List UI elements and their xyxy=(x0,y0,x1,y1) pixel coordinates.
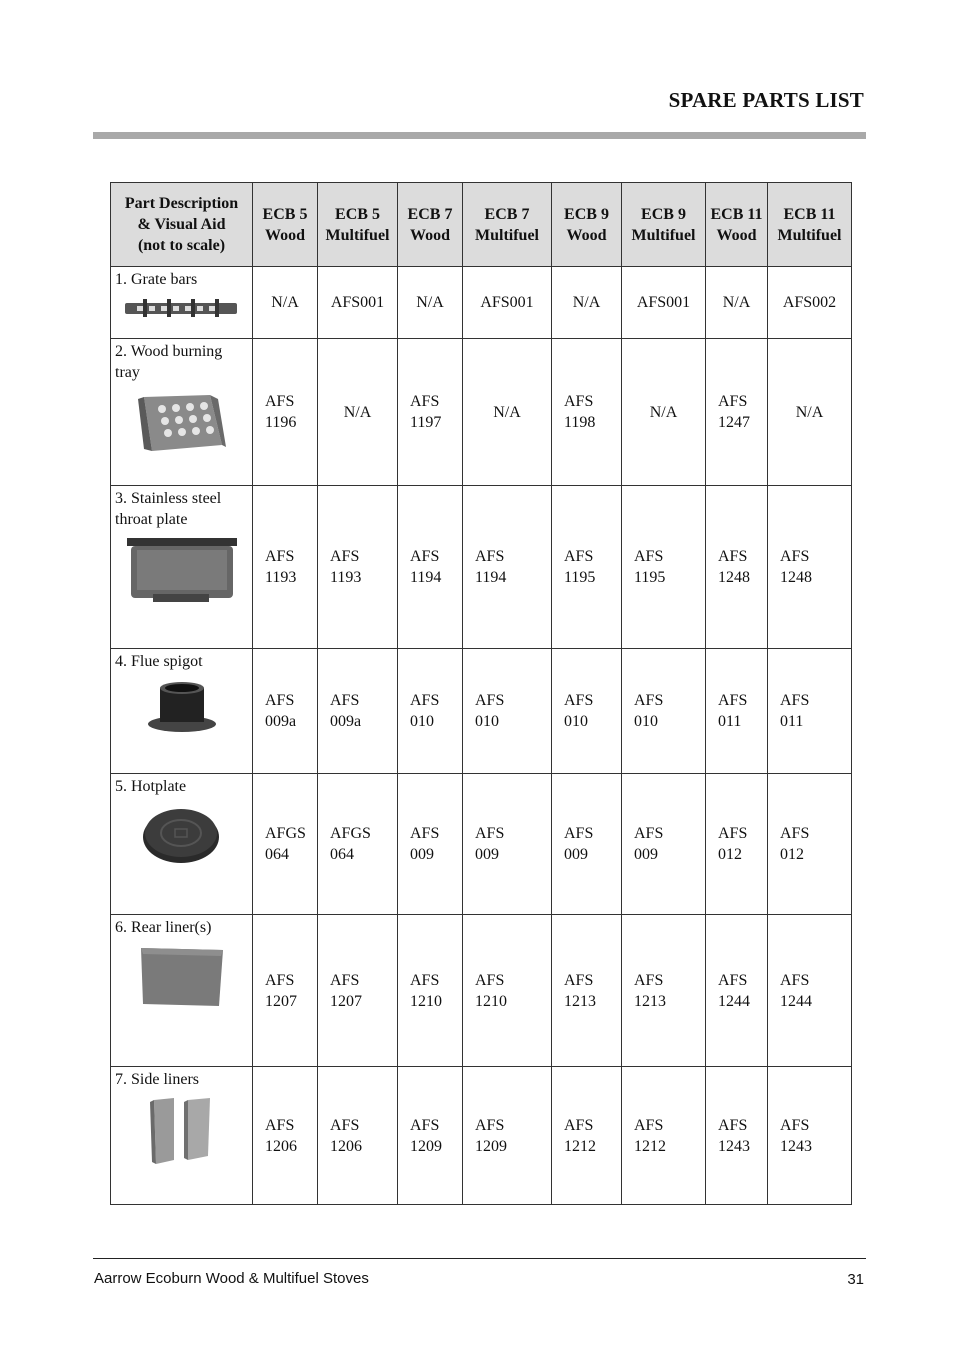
part-name: 5. Hotplate xyxy=(115,778,187,795)
part-code-line: 009a xyxy=(265,713,297,730)
part-code-line: 1213 xyxy=(564,992,596,1010)
header-ecb5-multifuel xyxy=(318,183,398,267)
part-code-line: AFS xyxy=(265,393,295,410)
header-line: Multifuel xyxy=(325,226,390,244)
header-line: Wood xyxy=(566,226,607,244)
part-name: 1. Grate bars xyxy=(115,271,198,288)
footer-document-title: Aarrow Ecoburn Wood & Multifuel Stoves xyxy=(94,1270,369,1287)
part-code-cell xyxy=(318,267,398,339)
flue-spigot-image xyxy=(115,678,248,744)
part-code-line: 1198 xyxy=(564,414,596,431)
part-code-cell xyxy=(398,649,463,774)
part-code-line: AFS xyxy=(718,393,748,410)
part-code-line: 010 xyxy=(564,713,588,730)
part-code-line: N/A xyxy=(795,403,824,421)
header-ecb7-wood xyxy=(398,183,463,267)
part-code-line: 1206 xyxy=(330,1137,362,1155)
part-code-cell xyxy=(768,339,852,486)
part-code-cell xyxy=(463,774,552,915)
part-code-line: 1248 xyxy=(718,569,750,586)
part-code-line: 010 xyxy=(410,713,434,730)
part-code-line: 011 xyxy=(780,713,804,730)
part-code-line: AFS xyxy=(564,1116,594,1134)
part-name: 4. Flue spigot xyxy=(115,653,203,670)
header-line: ECB 5 xyxy=(335,205,380,223)
part-code-line: AFS xyxy=(718,971,748,989)
part-description-cell xyxy=(111,267,253,339)
page-title: SPARE PARTS LIST xyxy=(668,88,864,112)
part-code-line: AFS xyxy=(410,393,440,410)
part-code-line: AFS xyxy=(780,548,810,565)
part-code-cell xyxy=(768,774,852,915)
header-ecb11-multifuel xyxy=(768,183,852,267)
part-code-line: 1244 xyxy=(780,992,812,1010)
part-code-line: N/A xyxy=(649,403,678,421)
part-code-line: AFS xyxy=(475,692,505,709)
part-code-line: AFS xyxy=(564,825,594,842)
part-description-cell xyxy=(111,774,253,915)
part-description-cell xyxy=(111,649,253,774)
part-code-cell xyxy=(253,649,318,774)
part-code-line: N/A xyxy=(493,403,521,421)
header-line: Part Description xyxy=(124,195,239,212)
part-code-line: 1207 xyxy=(265,992,297,1010)
header-line: ECB 9 xyxy=(564,205,609,223)
part-code-line: AFS xyxy=(330,971,360,989)
part-code-line: N/A xyxy=(722,294,751,311)
part-code-line: 012 xyxy=(718,846,742,863)
part-code-cell xyxy=(552,649,622,774)
header-rule xyxy=(93,132,866,139)
table-row xyxy=(111,649,852,774)
part-code-cell xyxy=(463,486,552,649)
part-code-line: 1209 xyxy=(475,1137,507,1155)
part-code-line: 1195 xyxy=(564,569,596,586)
part-description-cell xyxy=(111,1067,253,1205)
header-part-description xyxy=(111,183,253,267)
part-code-cell xyxy=(318,486,398,649)
part-code-line: AFS xyxy=(265,1116,295,1134)
part-code-line: AFS xyxy=(634,971,664,989)
part-name: 6. Rear liner(s) xyxy=(115,919,212,936)
part-code-line: 1194 xyxy=(475,569,507,586)
part-code-line: AFS xyxy=(634,1116,664,1134)
header-ecb9-multifuel xyxy=(622,183,706,267)
part-code-cell xyxy=(622,339,706,486)
part-code-cell xyxy=(622,649,706,774)
header-line: ECB 11 xyxy=(710,205,763,223)
part-code-cell xyxy=(552,339,622,486)
part-code-line: 1209 xyxy=(410,1137,442,1155)
part-description-cell xyxy=(111,339,253,486)
header-line: ECB 7 xyxy=(484,205,530,223)
part-code-line: 1193 xyxy=(330,569,362,586)
part-code-line: AFS xyxy=(410,548,440,565)
part-name: 7. Side liners xyxy=(115,1071,199,1088)
part-code-line: 1244 xyxy=(718,992,750,1010)
part-code-line: AFS002 xyxy=(782,294,837,311)
part-code-line: 1212 xyxy=(634,1137,666,1155)
part-code-line: 009 xyxy=(634,846,658,863)
part-code-cell xyxy=(768,267,852,339)
part-code-cell xyxy=(622,486,706,649)
part-code-cell xyxy=(318,339,398,486)
table-row xyxy=(111,774,852,915)
part-code-line: N/A xyxy=(572,294,601,311)
part-code-cell xyxy=(622,267,706,339)
part-code-cell xyxy=(622,1067,706,1205)
part-code-line: AFS xyxy=(718,1116,748,1134)
part-code-cell xyxy=(552,1067,622,1205)
part-code-cell xyxy=(463,649,552,774)
part-code-line: 1247 xyxy=(718,414,750,431)
part-code-line: 1206 xyxy=(265,1137,297,1155)
table-row xyxy=(111,486,852,649)
part-code-cell xyxy=(398,267,463,339)
part-code-line: AFS xyxy=(265,692,295,709)
part-code-line: 1210 xyxy=(475,992,507,1010)
part-code-cell xyxy=(552,774,622,915)
part-code-line: AFS xyxy=(265,548,295,565)
header-line: Wood xyxy=(409,226,450,244)
part-code-line: 1248 xyxy=(780,569,812,586)
header-line: ECB 9 xyxy=(641,205,686,223)
part-code-line: AFS001 xyxy=(330,294,385,311)
header-line: Wood xyxy=(264,226,305,244)
part-code-cell xyxy=(706,774,768,915)
part-code-line: 064 xyxy=(330,846,354,863)
part-code-line: 009 xyxy=(564,846,588,863)
table-row xyxy=(111,267,852,339)
part-code-line: 064 xyxy=(265,846,289,863)
part-code-line: AFS xyxy=(564,548,594,565)
page-number: 31 xyxy=(847,1271,864,1288)
part-code-line: 009 xyxy=(475,846,499,863)
table-row xyxy=(111,915,852,1067)
part-code-cell xyxy=(318,915,398,1067)
part-code-line: 1213 xyxy=(634,992,666,1010)
part-code-line: AFS xyxy=(475,1116,505,1134)
part-code-cell xyxy=(398,915,463,1067)
header-line: ECB 7 xyxy=(407,205,453,223)
header-line: ECB 11 xyxy=(783,205,836,223)
part-code-cell xyxy=(706,267,768,339)
part-code-line: 1196 xyxy=(265,414,297,431)
header-line: Multifuel xyxy=(777,226,842,244)
part-code-line: AFS xyxy=(634,825,664,842)
part-code-line: AFS xyxy=(265,971,295,989)
part-code-cell xyxy=(463,915,552,1067)
part-code-line: AFS xyxy=(475,548,505,565)
table-header-row xyxy=(111,183,852,267)
grate-bars-image xyxy=(115,296,248,326)
header-ecb5-wood xyxy=(253,183,318,267)
part-code-cell xyxy=(318,774,398,915)
spare-parts-table xyxy=(110,182,852,1205)
table-row xyxy=(111,1067,852,1205)
part-code-cell xyxy=(706,915,768,1067)
part-code-line: 1243 xyxy=(780,1137,812,1155)
part-code-line: N/A xyxy=(416,294,444,311)
part-code-cell xyxy=(463,267,552,339)
part-code-line: AFS xyxy=(330,1116,360,1134)
part-code-line: AFGS xyxy=(265,825,306,842)
part-code-line: 010 xyxy=(475,713,499,730)
header-line: Multifuel xyxy=(475,226,539,244)
part-code-cell xyxy=(253,486,318,649)
part-code-line: AFS xyxy=(564,692,594,709)
part-code-line: 1210 xyxy=(410,992,442,1010)
part-code-line: 1194 xyxy=(410,569,442,586)
header-ecb7-multifuel xyxy=(463,183,552,267)
footer-rule xyxy=(93,1258,866,1259)
part-code-line: AFS xyxy=(718,825,748,842)
part-code-line: 009a xyxy=(330,713,362,730)
header-line: & Visual Aid xyxy=(137,216,226,233)
side-liners-image xyxy=(115,1096,248,1174)
part-code-cell xyxy=(318,1067,398,1205)
part-code-cell xyxy=(768,486,852,649)
part-code-cell xyxy=(552,486,622,649)
part-code-cell xyxy=(768,1067,852,1205)
part-code-cell xyxy=(253,774,318,915)
part-code-cell xyxy=(552,915,622,1067)
part-code-line: 1195 xyxy=(634,569,666,586)
part-code-cell xyxy=(463,339,552,486)
header-line: (not to scale) xyxy=(137,237,226,254)
part-code-line: AFS xyxy=(410,825,440,842)
part-code-cell xyxy=(706,339,768,486)
part-code-cell xyxy=(398,774,463,915)
part-code-line: AFS xyxy=(780,692,810,709)
part-code-line: 012 xyxy=(780,846,804,863)
part-name: 2. Wood burning tray xyxy=(115,343,223,381)
part-code-line: N/A xyxy=(271,294,299,311)
part-code-cell xyxy=(253,915,318,1067)
table-row xyxy=(111,339,852,486)
part-code-line: AFS xyxy=(718,548,748,565)
part-code-line: 009 xyxy=(410,846,434,863)
part-code-cell xyxy=(706,486,768,649)
part-code-cell xyxy=(318,649,398,774)
part-code-cell xyxy=(706,649,768,774)
part-code-cell xyxy=(552,267,622,339)
part-code-line: AFS xyxy=(410,692,440,709)
part-code-cell xyxy=(768,649,852,774)
part-code-cell xyxy=(253,267,318,339)
part-code-line: AFS xyxy=(718,692,748,709)
throat-plate-image xyxy=(115,536,248,612)
part-code-cell xyxy=(706,1067,768,1205)
part-code-cell xyxy=(398,486,463,649)
part-code-line: AFS xyxy=(475,825,505,842)
part-code-line: AFS xyxy=(780,825,810,842)
part-code-line: AFS xyxy=(410,1116,440,1134)
part-code-line: 1193 xyxy=(265,569,297,586)
header-line: ECB 5 xyxy=(262,205,308,223)
part-description-cell xyxy=(111,915,253,1067)
part-code-line: N/A xyxy=(343,403,372,421)
part-code-cell xyxy=(463,1067,552,1205)
part-code-line: 1207 xyxy=(330,992,362,1010)
part-code-line: AFS xyxy=(475,971,505,989)
part-code-cell xyxy=(253,339,318,486)
header-line: Multifuel xyxy=(631,226,696,244)
part-code-line: AFS001 xyxy=(636,294,691,311)
part-code-line: AFS xyxy=(634,692,664,709)
part-code-line: AFS001 xyxy=(480,294,534,311)
part-code-line: AFS xyxy=(634,548,664,565)
part-code-line: 1212 xyxy=(564,1137,596,1155)
part-code-cell xyxy=(768,915,852,1067)
part-code-cell xyxy=(398,1067,463,1205)
part-code-line: 1243 xyxy=(718,1137,750,1155)
part-name: 3. Stainless steel throat plate xyxy=(115,490,222,528)
part-code-line: 1197 xyxy=(410,414,442,431)
part-code-line: AFS xyxy=(330,548,360,565)
part-code-line: AFS xyxy=(564,393,594,410)
wood-burning-tray-image xyxy=(115,389,248,465)
header-line: Wood xyxy=(716,226,757,244)
part-code-line: AFS xyxy=(410,971,440,989)
part-code-cell xyxy=(622,915,706,1067)
part-code-line: AFS xyxy=(780,1116,810,1134)
part-code-line: AFGS xyxy=(330,825,371,842)
header-ecb11-wood xyxy=(706,183,768,267)
part-description-cell xyxy=(111,486,253,649)
part-code-line: 011 xyxy=(718,713,742,730)
part-code-line: AFS xyxy=(330,692,360,709)
part-code-cell xyxy=(398,339,463,486)
part-code-cell xyxy=(622,774,706,915)
rear-liner-image xyxy=(115,944,248,1016)
part-code-line: AFS xyxy=(564,971,594,989)
hotplate-image xyxy=(115,803,248,873)
part-code-line: 010 xyxy=(634,713,658,730)
part-code-cell xyxy=(253,1067,318,1205)
header-ecb9-wood xyxy=(552,183,622,267)
part-code-line: AFS xyxy=(780,971,810,989)
